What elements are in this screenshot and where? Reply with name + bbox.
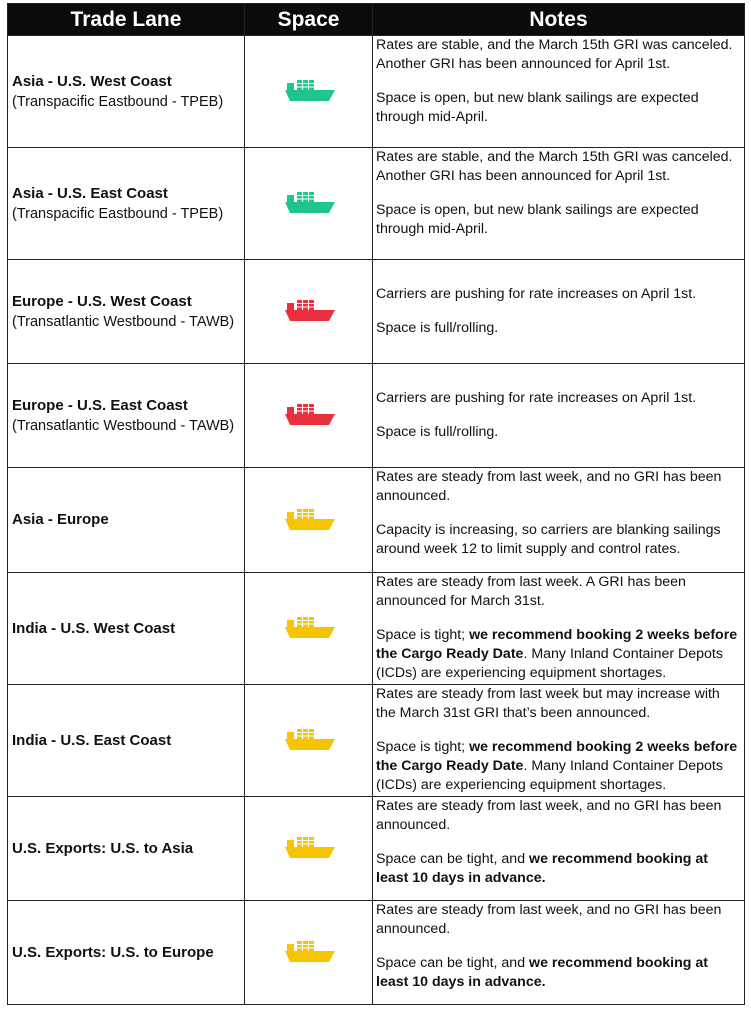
trade-lane-subtitle: (Transatlantic Westbound - TAWB) <box>12 417 235 434</box>
trade-lane-name: Europe - U.S. West Coast <box>12 292 192 310</box>
header-notes: Notes <box>373 4 745 36</box>
trade-lane-cell <box>8 685 245 797</box>
container-ship-icon <box>281 79 337 103</box>
trade-lane-name: Asia - U.S. West Coast <box>12 72 172 90</box>
rate-note: Rates are steady from last week, and no GRI has been announced. <box>376 798 722 833</box>
table-row <box>8 468 745 573</box>
container-ship-icon <box>281 836 337 860</box>
space-note-text: . Many Inland Container Depots (ICDs) are experiencing equipment shortages. <box>376 758 723 793</box>
space-note: Space is full/rolling. <box>376 424 499 440</box>
notes-cell <box>373 797 745 901</box>
rate-note: Rates are steady from last week, and no GRI has been announced. <box>376 469 722 504</box>
trade-lane-subtitle: (Transpacific Eastbound - TPEB) <box>12 205 224 222</box>
table-row <box>8 36 745 148</box>
notes-cell <box>373 36 745 148</box>
trade-lane-cell <box>8 797 245 901</box>
notes-cell <box>373 260 745 364</box>
notes-cell <box>373 901 745 1005</box>
container-ship-icon <box>281 616 337 640</box>
container-ship-icon <box>281 191 337 215</box>
table-row <box>8 685 745 797</box>
space-cell <box>245 573 373 685</box>
container-ship-icon <box>281 508 337 532</box>
space-cell <box>245 260 373 364</box>
space-note-text: Space is tight; <box>376 739 470 755</box>
space-cell <box>245 901 373 1005</box>
trade-lane-cell <box>8 364 245 468</box>
space-note-text: Space can be tight, and <box>376 851 530 867</box>
trade-lane-subtitle: (Transpacific Eastbound - TPEB) <box>12 93 224 110</box>
space-note <box>376 626 738 683</box>
container-ship-icon <box>281 940 337 964</box>
table-row <box>8 260 745 364</box>
trade-lane-name: U.S. Exports: U.S. to Europe <box>12 943 214 961</box>
rate-note: Rates are stable, and the March 15th GRI was canceled. Another GRI has been announced for April 1st. <box>376 37 733 72</box>
trade-lane-cell <box>8 260 245 364</box>
table-header-row <box>8 4 745 36</box>
table-row <box>8 573 745 685</box>
space-cell <box>245 685 373 797</box>
space-note: Space is open, but new blank sailings are expected through mid-April. <box>376 202 699 237</box>
space-note-text: Space is tight; <box>376 627 470 643</box>
container-ship-icon <box>281 728 337 752</box>
rate-note: Carriers are pushing for rate increases on April 1st. <box>376 286 697 302</box>
space-note <box>376 738 738 795</box>
trade-lane-name: Asia - Europe <box>12 511 109 528</box>
space-cell <box>245 36 373 148</box>
trade-lane-cell <box>8 901 245 1005</box>
notes-cell <box>373 468 745 573</box>
trade-lane-cell <box>8 148 245 260</box>
booking-recommendation: we recommend booking at least 10 days in advance. <box>376 955 708 990</box>
header-space: Space <box>245 4 373 36</box>
notes-cell <box>373 148 745 260</box>
container-ship-icon <box>281 299 337 323</box>
trade-lane-cell <box>8 573 245 685</box>
space-cell <box>245 148 373 260</box>
booking-recommendation: we recommend booking 2 weeks before the Cargo Ready Date <box>376 739 738 774</box>
table-body <box>8 36 745 1005</box>
notes-cell <box>373 573 745 685</box>
trade-lane-name: Europe - U.S. East Coast <box>12 396 188 414</box>
trade-lane-cell <box>8 36 245 148</box>
header-trade-lane: Trade Lane <box>8 4 245 36</box>
space-note: Space is open, but new blank sailings are expected through mid-April. <box>376 90 699 125</box>
table-row <box>8 364 745 468</box>
notes-cell <box>373 364 745 468</box>
space-note-text: . Many Inland Container Depots (ICDs) are experiencing equipment shortages. <box>376 646 723 681</box>
trade-lane-table <box>7 3 745 1005</box>
trade-lane-name: India - U.S. West Coast <box>12 619 176 637</box>
trade-lane-name: Asia - U.S. East Coast <box>12 184 168 202</box>
space-cell <box>245 468 373 573</box>
rate-note: Carriers are pushing for rate increases on April 1st. <box>376 390 697 406</box>
rate-note: Rates are stable, and the March 15th GRI was canceled. Another GRI has been announced for April 1st. <box>376 149 733 184</box>
table-row <box>8 797 745 901</box>
notes-cell <box>373 685 745 797</box>
rate-note: Rates are steady from last week but may increase with the March 31st GRI that’s been announced. <box>376 686 720 721</box>
trade-lane-name: India - U.S. East Coast <box>12 731 172 749</box>
space-note-text: Space can be tight, and <box>376 955 530 971</box>
space-cell <box>245 797 373 901</box>
trade-lane-name: U.S. Exports: U.S. to Asia <box>12 839 194 857</box>
space-note <box>376 954 738 992</box>
space-note: Space is full/rolling. <box>376 320 499 336</box>
rate-note: Rates are steady from last week, and no GRI has been announced. <box>376 902 722 937</box>
space-note: Capacity is increasing, so carriers are blanking sailings around week 12 to limit supply and control rates. <box>376 522 721 557</box>
trade-lane-subtitle: (Transatlantic Westbound - TAWB) <box>12 313 235 330</box>
space-cell <box>245 364 373 468</box>
table-row <box>8 148 745 260</box>
booking-recommendation: we recommend booking at least 10 days in advance. <box>376 851 708 886</box>
booking-recommendation: we recommend booking 2 weeks before the Cargo Ready Date <box>376 627 738 662</box>
rate-note: Rates are steady from last week. A GRI has been announced for March 31st. <box>376 574 686 609</box>
trade-lane-cell <box>8 468 245 573</box>
space-note <box>376 850 738 888</box>
table-row <box>8 901 745 1005</box>
container-ship-icon <box>281 403 337 427</box>
